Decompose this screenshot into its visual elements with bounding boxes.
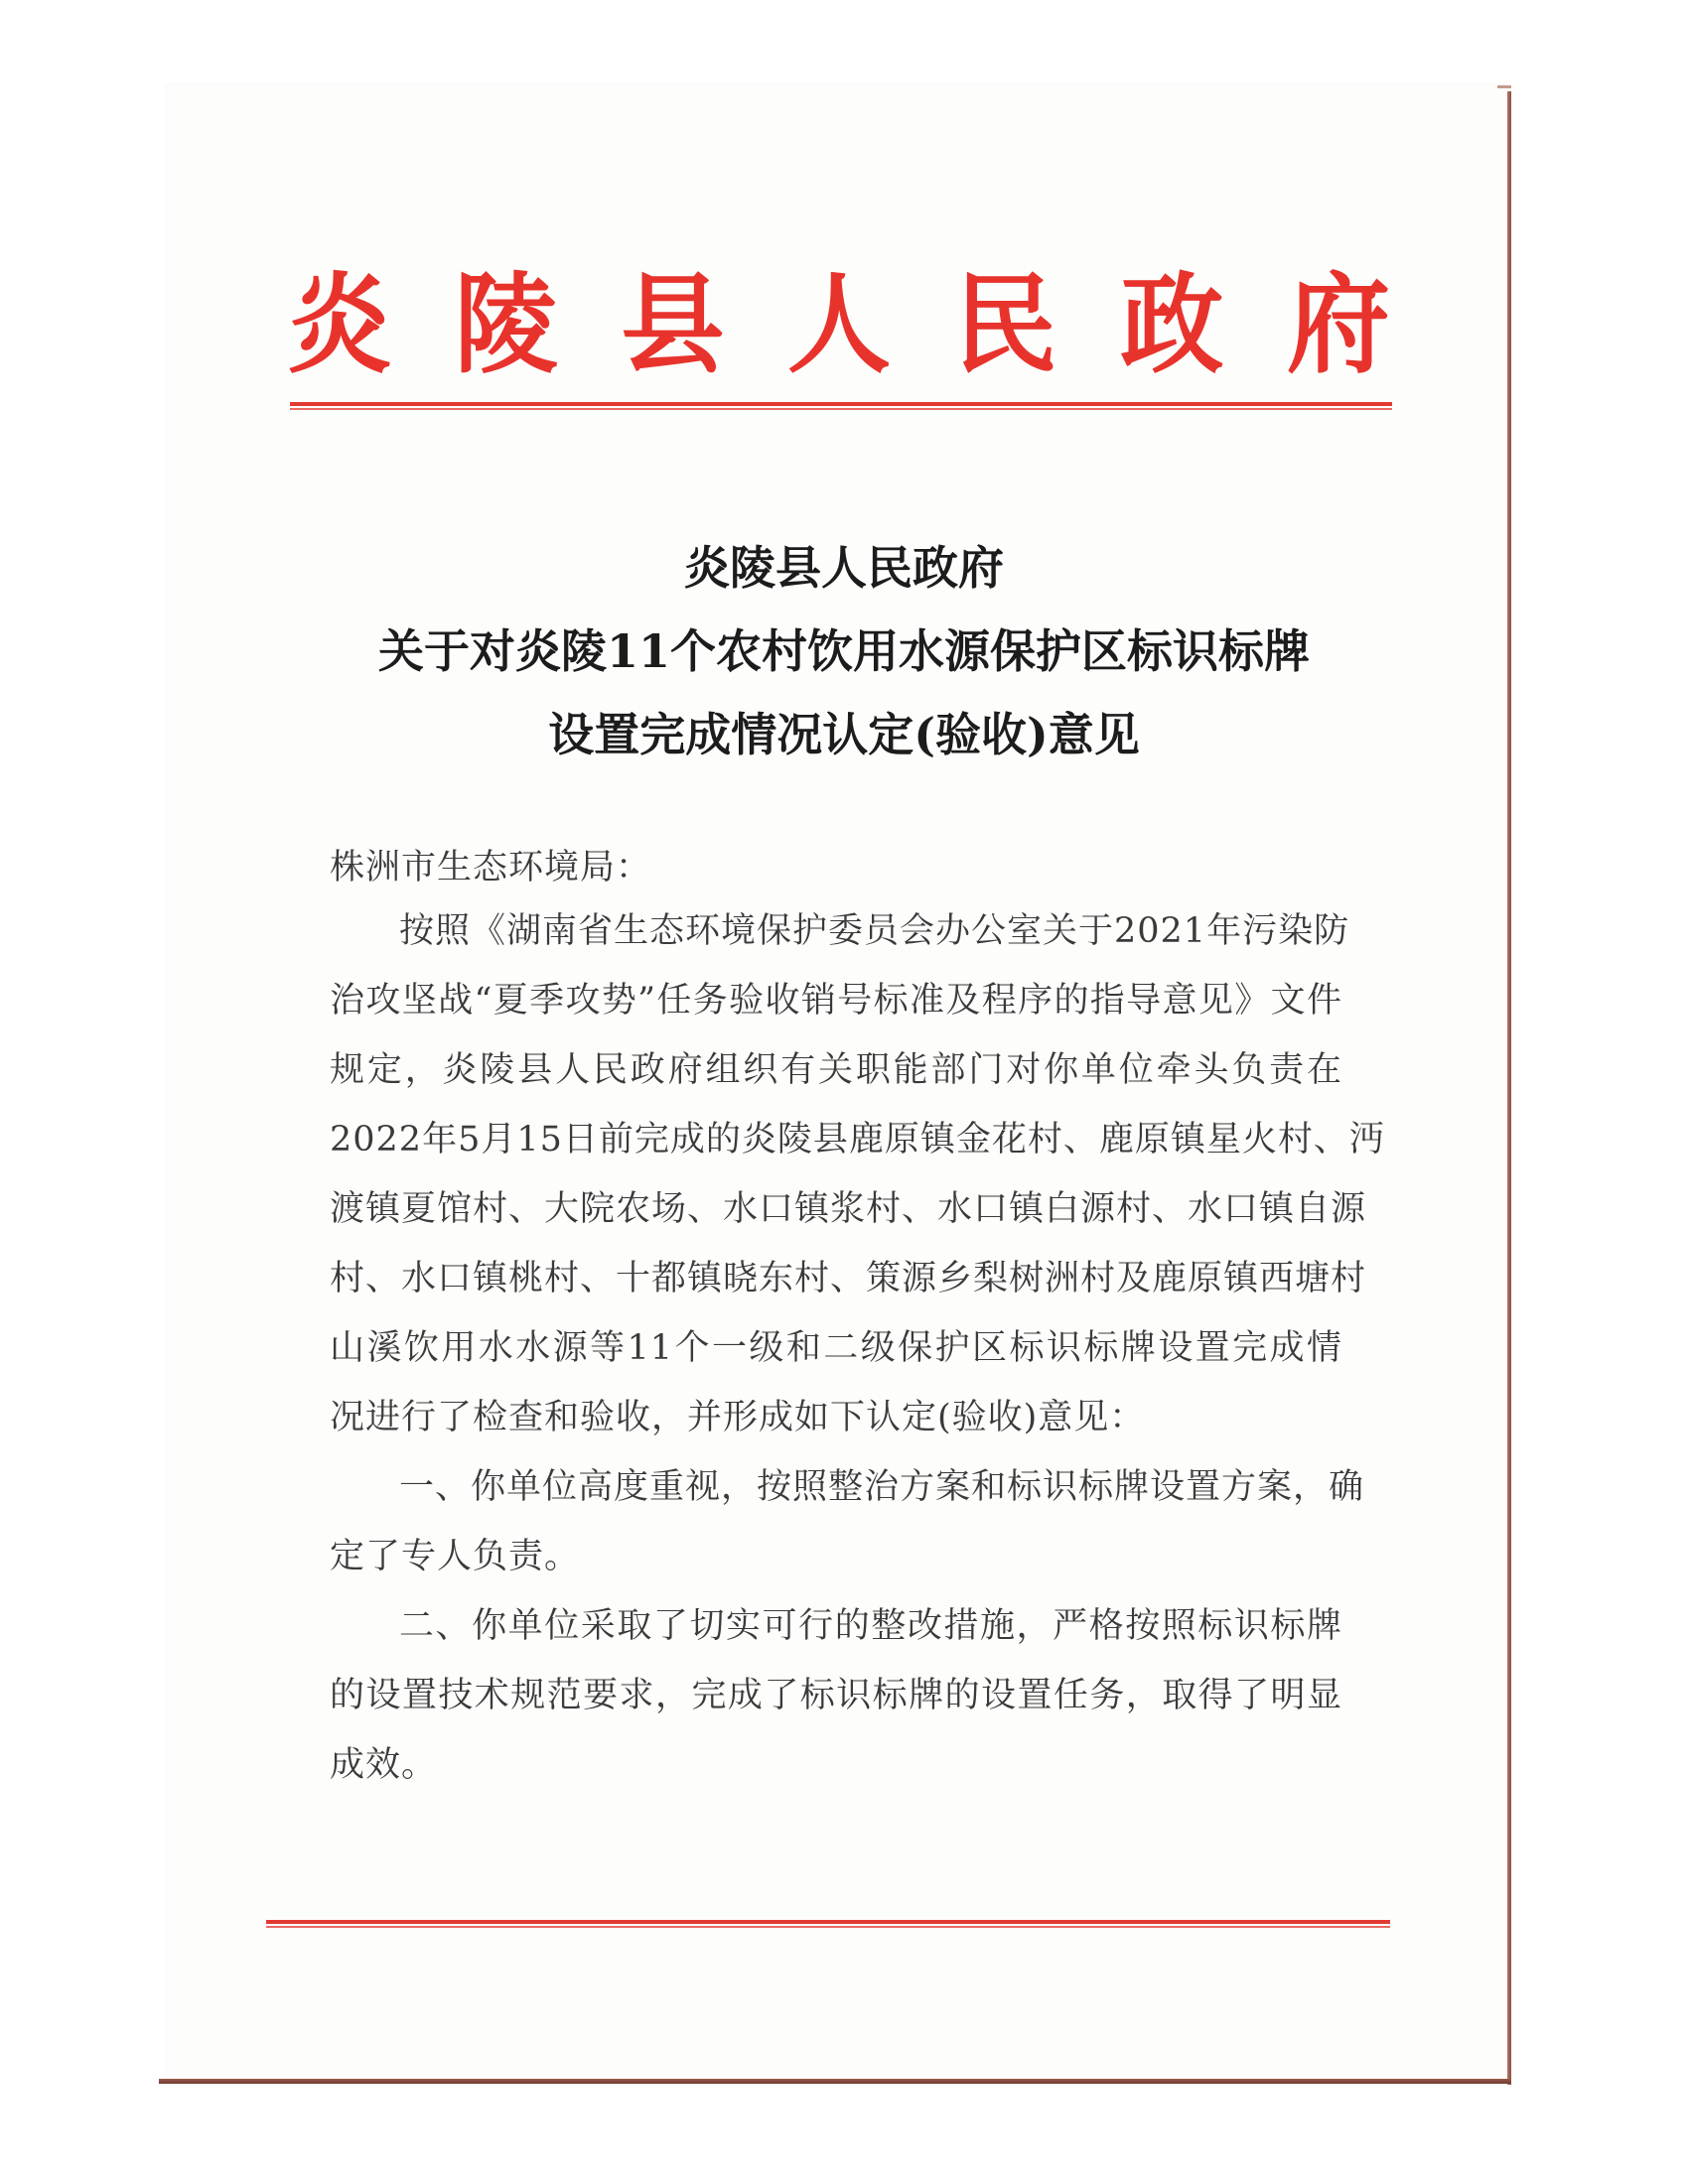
paper-edge-corner xyxy=(1497,85,1511,88)
red-rule-thin xyxy=(266,1926,1390,1928)
masthead-char: 县 xyxy=(621,260,725,389)
addressee: 株洲市生态环境局： xyxy=(330,848,652,887)
masthead-char: 府 xyxy=(1286,260,1390,389)
body-line: 一、你单位高度重视，按照整治方案和标识标牌设置方案，确 xyxy=(399,1467,1365,1507)
body-line: 成效。 xyxy=(330,1745,438,1785)
masthead-char: 陵 xyxy=(454,260,558,389)
paper-edge-bottom xyxy=(159,2079,1511,2084)
red-rule-thick xyxy=(290,402,1392,406)
body-line: 定了专人负责。 xyxy=(330,1537,581,1576)
masthead-char: 政 xyxy=(1120,260,1224,389)
body-line: 渡镇夏馆村、大院农场、水口镇浆村、水口镇白源村、水口镇自源 xyxy=(330,1189,1367,1229)
paper-edge-right xyxy=(1507,91,1511,2085)
body-line: 村、水口镇桃村、十都镇晓东村、策源乡梨树洲村及鹿原镇西塘村 xyxy=(330,1259,1367,1298)
document-title xyxy=(298,526,1390,776)
masthead-char: 炎 xyxy=(288,260,392,389)
body-line: 的设置技术规范要求，完成了标识标牌的设置任务，取得了明显 xyxy=(330,1676,1342,1715)
body-line: 山溪饮用水水源等11个一级和二级保护区标识标牌设置完成情 xyxy=(330,1328,1342,1368)
title-line-1: 炎陵县人民政府 xyxy=(684,541,1004,595)
title-line-2: 关于对炎陵11个农村饮用水源保护区标识标牌 xyxy=(377,624,1310,678)
body-line: 规定，炎陵县人民政府组织有关职能部门对你单位牵头负责在 xyxy=(330,1050,1342,1090)
title-line-3: 设置完成情况认定(验收)意见 xyxy=(548,708,1140,761)
body-line: 治攻坚战“夏季攻势”任务验收销号标准及程序的指导意见》文件 xyxy=(330,981,1342,1021)
body-line: 况进行了检查和验收，并形成如下认定(验收)意见： xyxy=(330,1398,1146,1437)
masthead-char: 人 xyxy=(786,260,891,389)
red-rule-thick xyxy=(266,1920,1390,1924)
body-line: 二、你单位采取了切实可行的整改措施，严格按照标识标牌 xyxy=(399,1606,1342,1646)
masthead-red-rule xyxy=(290,402,1392,410)
footer-red-rule xyxy=(266,1920,1390,1928)
body-line: 按照《湖南省生态环境保护委员会办公室关于2021年污染防 xyxy=(399,911,1350,951)
body-line: 2022年5月15日前完成的炎陵县鹿原镇金花村、鹿原镇星火村、沔 xyxy=(330,1120,1385,1160)
red-rule-thin xyxy=(290,408,1392,410)
masthead-char: 民 xyxy=(953,260,1057,389)
masthead xyxy=(288,260,1390,389)
